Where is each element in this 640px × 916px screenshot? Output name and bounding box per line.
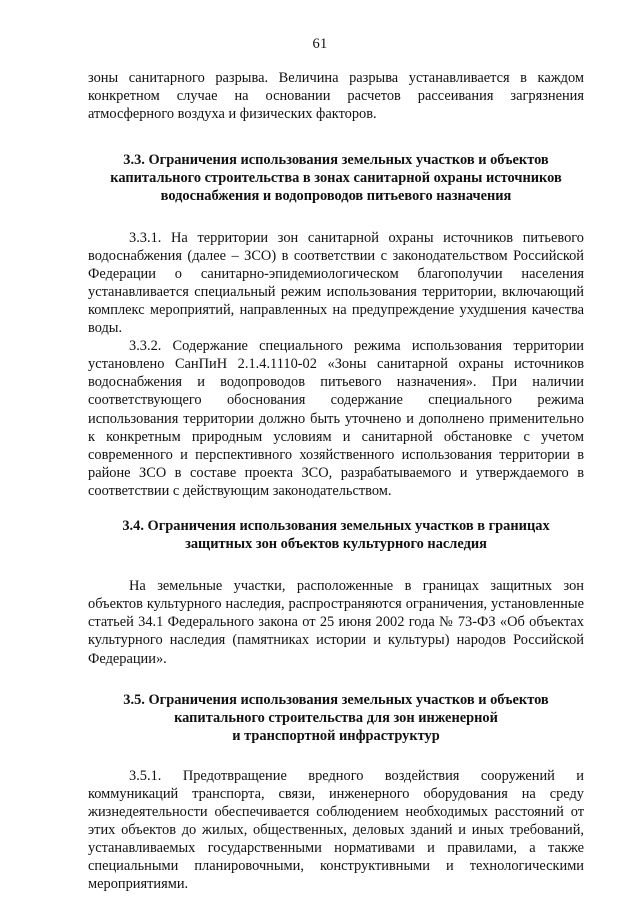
section-3-5-heading-line-2: капитального строительства для зон инженерной (174, 709, 498, 726)
section-3-4-heading-line-1: 3.4. Ограничения использования земельных участков в границах (122, 517, 550, 534)
section-3-5-heading (88, 691, 584, 745)
document-content (88, 69, 584, 894)
section-3-3-heading-line-3: водоснабжения и водопроводов питьевого назначения (160, 188, 512, 205)
section-3-4-paragraph: На земельные участки, расположенные в границах защитных зон объектов культурного наследия, распространяются ограничения, установленные статьей 34.1 Федерального закона от 25 июня 2002 года № 73-ФЗ «Об объектах культурного наследия (памятниках истории и культуры) народов Российской Федерации». (88, 578, 584, 667)
section-3-3-2-paragraph: 3.3.2. Содержание специального режима использования территории установлено СанПиН 2.1.4.1110-02 «Зоны санитарной охраны источников водоснабжения и водопроводов питьевого назначения». При наличии соответствующего обоснования содержание специального режима использования территории должно быть уточнено и дополнено применительно к конкретным природным условиям и санитарной обстановке с учетом современного и перспективного хозяйственного использования территории в районе ЗСО в составе проекта ЗСО, разрабатываемого и утверждаемого в соответствии с действующим законодательством. (88, 338, 584, 499)
section-3-5-heading-line-3: и транспортной инфраструктур (232, 727, 440, 744)
section-3-3-heading-line-2: капитального строительства в зонах санитарной охраны источников (110, 170, 562, 187)
section-3-4-heading (88, 517, 584, 553)
section-3-3-heading (88, 151, 584, 205)
section-3-3-1-paragraph: 3.3.1. На территории зон санитарной охраны источников питьевого водоснабжения (далее – ЗСО) в соответствии с законодательством Российской Федерации о санитарно-эпидемиологическом благополучии населения устанавливается специальный режим использования территории, включающий комплекс мероприятий, направленных на предупреждение ухудшения качества воды. (88, 229, 584, 337)
page-number: 61 (312, 36, 328, 52)
section-3-4-heading-line-2: защитных зон объектов культурного наследия (185, 536, 487, 553)
section-3-5-heading-line-1: 3.5. Ограничения использования земельных участков и объектов (123, 691, 549, 708)
section-3-3-heading-line-1: 3.3. Ограничения использования земельных участков и объектов (123, 152, 549, 169)
intro-paragraph: зоны санитарного разрыва. Величина разрыва устанавливается в каждом конкретном случае на основании расчетов рассеивания загрязнения атмосферного воздуха и физических факторов. (88, 70, 584, 123)
section-3-5-1-paragraph: 3.5.1. Предотвращение вредного воздействия сооружений и коммуникаций транспорта, связи, инженерного оборудования на среду жизнедеятельности обеспечивается соблюдением необходимых расстояний от этих объектов до жилых, общественных, деловых зданий и иных требований, устанавливаемых государственными нормативами и правилами, а также специальными планировочными, конструктивными и технологическими мероприятиями. (88, 767, 584, 893)
